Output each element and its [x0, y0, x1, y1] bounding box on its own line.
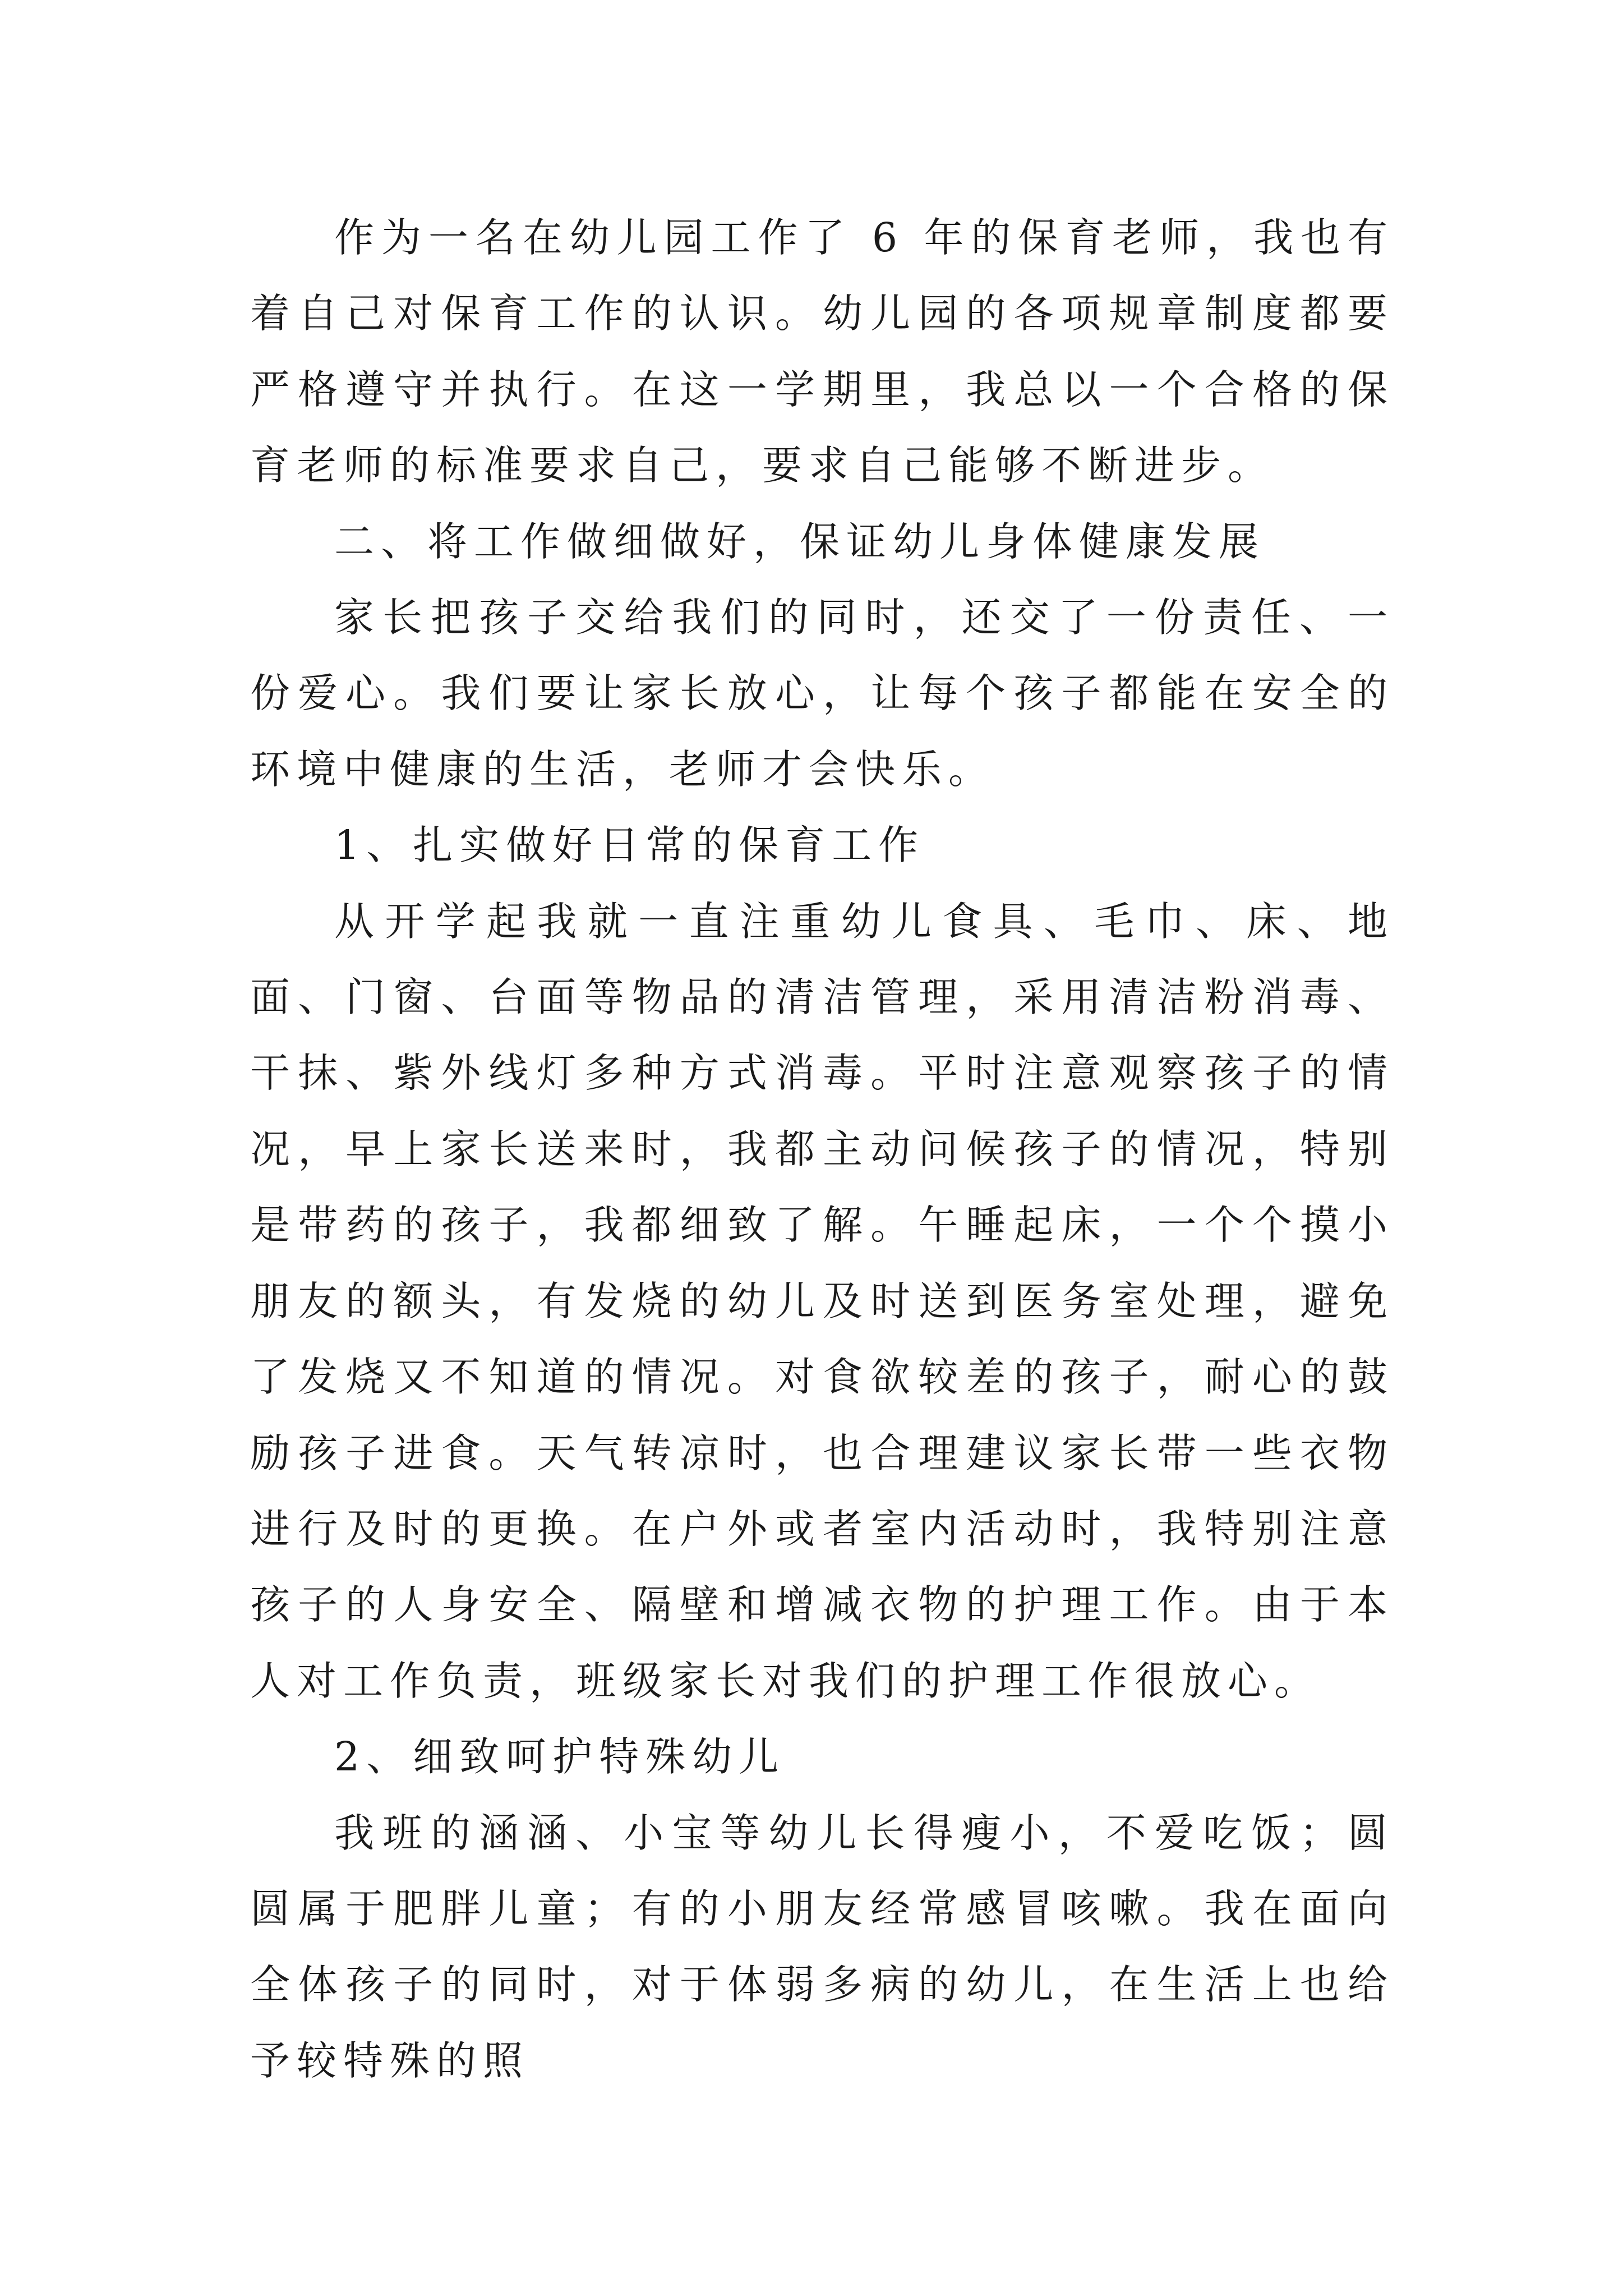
- paragraph-intro: 作为一名在幼儿园工作了 6 年的保育老师，我也有着自己对保育工作的认识。幼儿园的各项规章制度都要严格遵守并执行。在这一学期里，我总以一个合格的保育老师的标准要求自己，要求自己能够不断进步。: [250, 214, 1394, 489]
- paragraph-parents: 家长把孩子交给我们的同时，还交了一份责任、一份爱心。我们要让家长放心，让每个孩子都能在安全的环境中健康的生活，老师才会快乐。: [250, 594, 1394, 793]
- subheading-1: 1、扎实做好日常的保育工作: [334, 822, 925, 869]
- paragraph-special-children: 我班的涵涵、小宝等幼儿长得瘦小，不爱吃饭；圆圆属于肥胖儿童；有的小朋友经常感冒咳嗽。我在面向全体孩子的同时，对于体弱多病的幼儿，在生活上也给予较特殊的照: [250, 1809, 1394, 2084]
- section-heading-2: 二、将工作做细做好，保证幼儿身体健康发展: [334, 518, 1266, 565]
- subheading-2: 2、细致呵护特殊幼儿: [334, 1733, 786, 1780]
- paragraph-daily-care: 从开学起我就一直注重幼儿食具、毛巾、床、地面、门窗、台面等物品的清洁管理，采用清洁粉消毒、干抹、紫外线灯多种方式消毒。平时注意观察孩子的情况，早上家长送来时，我都主动问候孩子的情况，特别是带药的孩子，我都细致了解。午睡起床，一个个摸小朋友的额头，有发烧的幼儿及时送到医务室处理，避免了发烧又不知道的情况。对食欲较差的孩子，耐心的鼓励孩子进食。天气转凉时，也合理建议家长带一些衣物进行及时的更换。在户外或者室内活动时，我特别注意孩子的人身安全、隔壁和增减衣物的护理工作。由于本人对工作负责，班级家长对我们的护理工作很放心。: [250, 898, 1394, 1704]
- document-body: [250, 200, 1394, 2099]
